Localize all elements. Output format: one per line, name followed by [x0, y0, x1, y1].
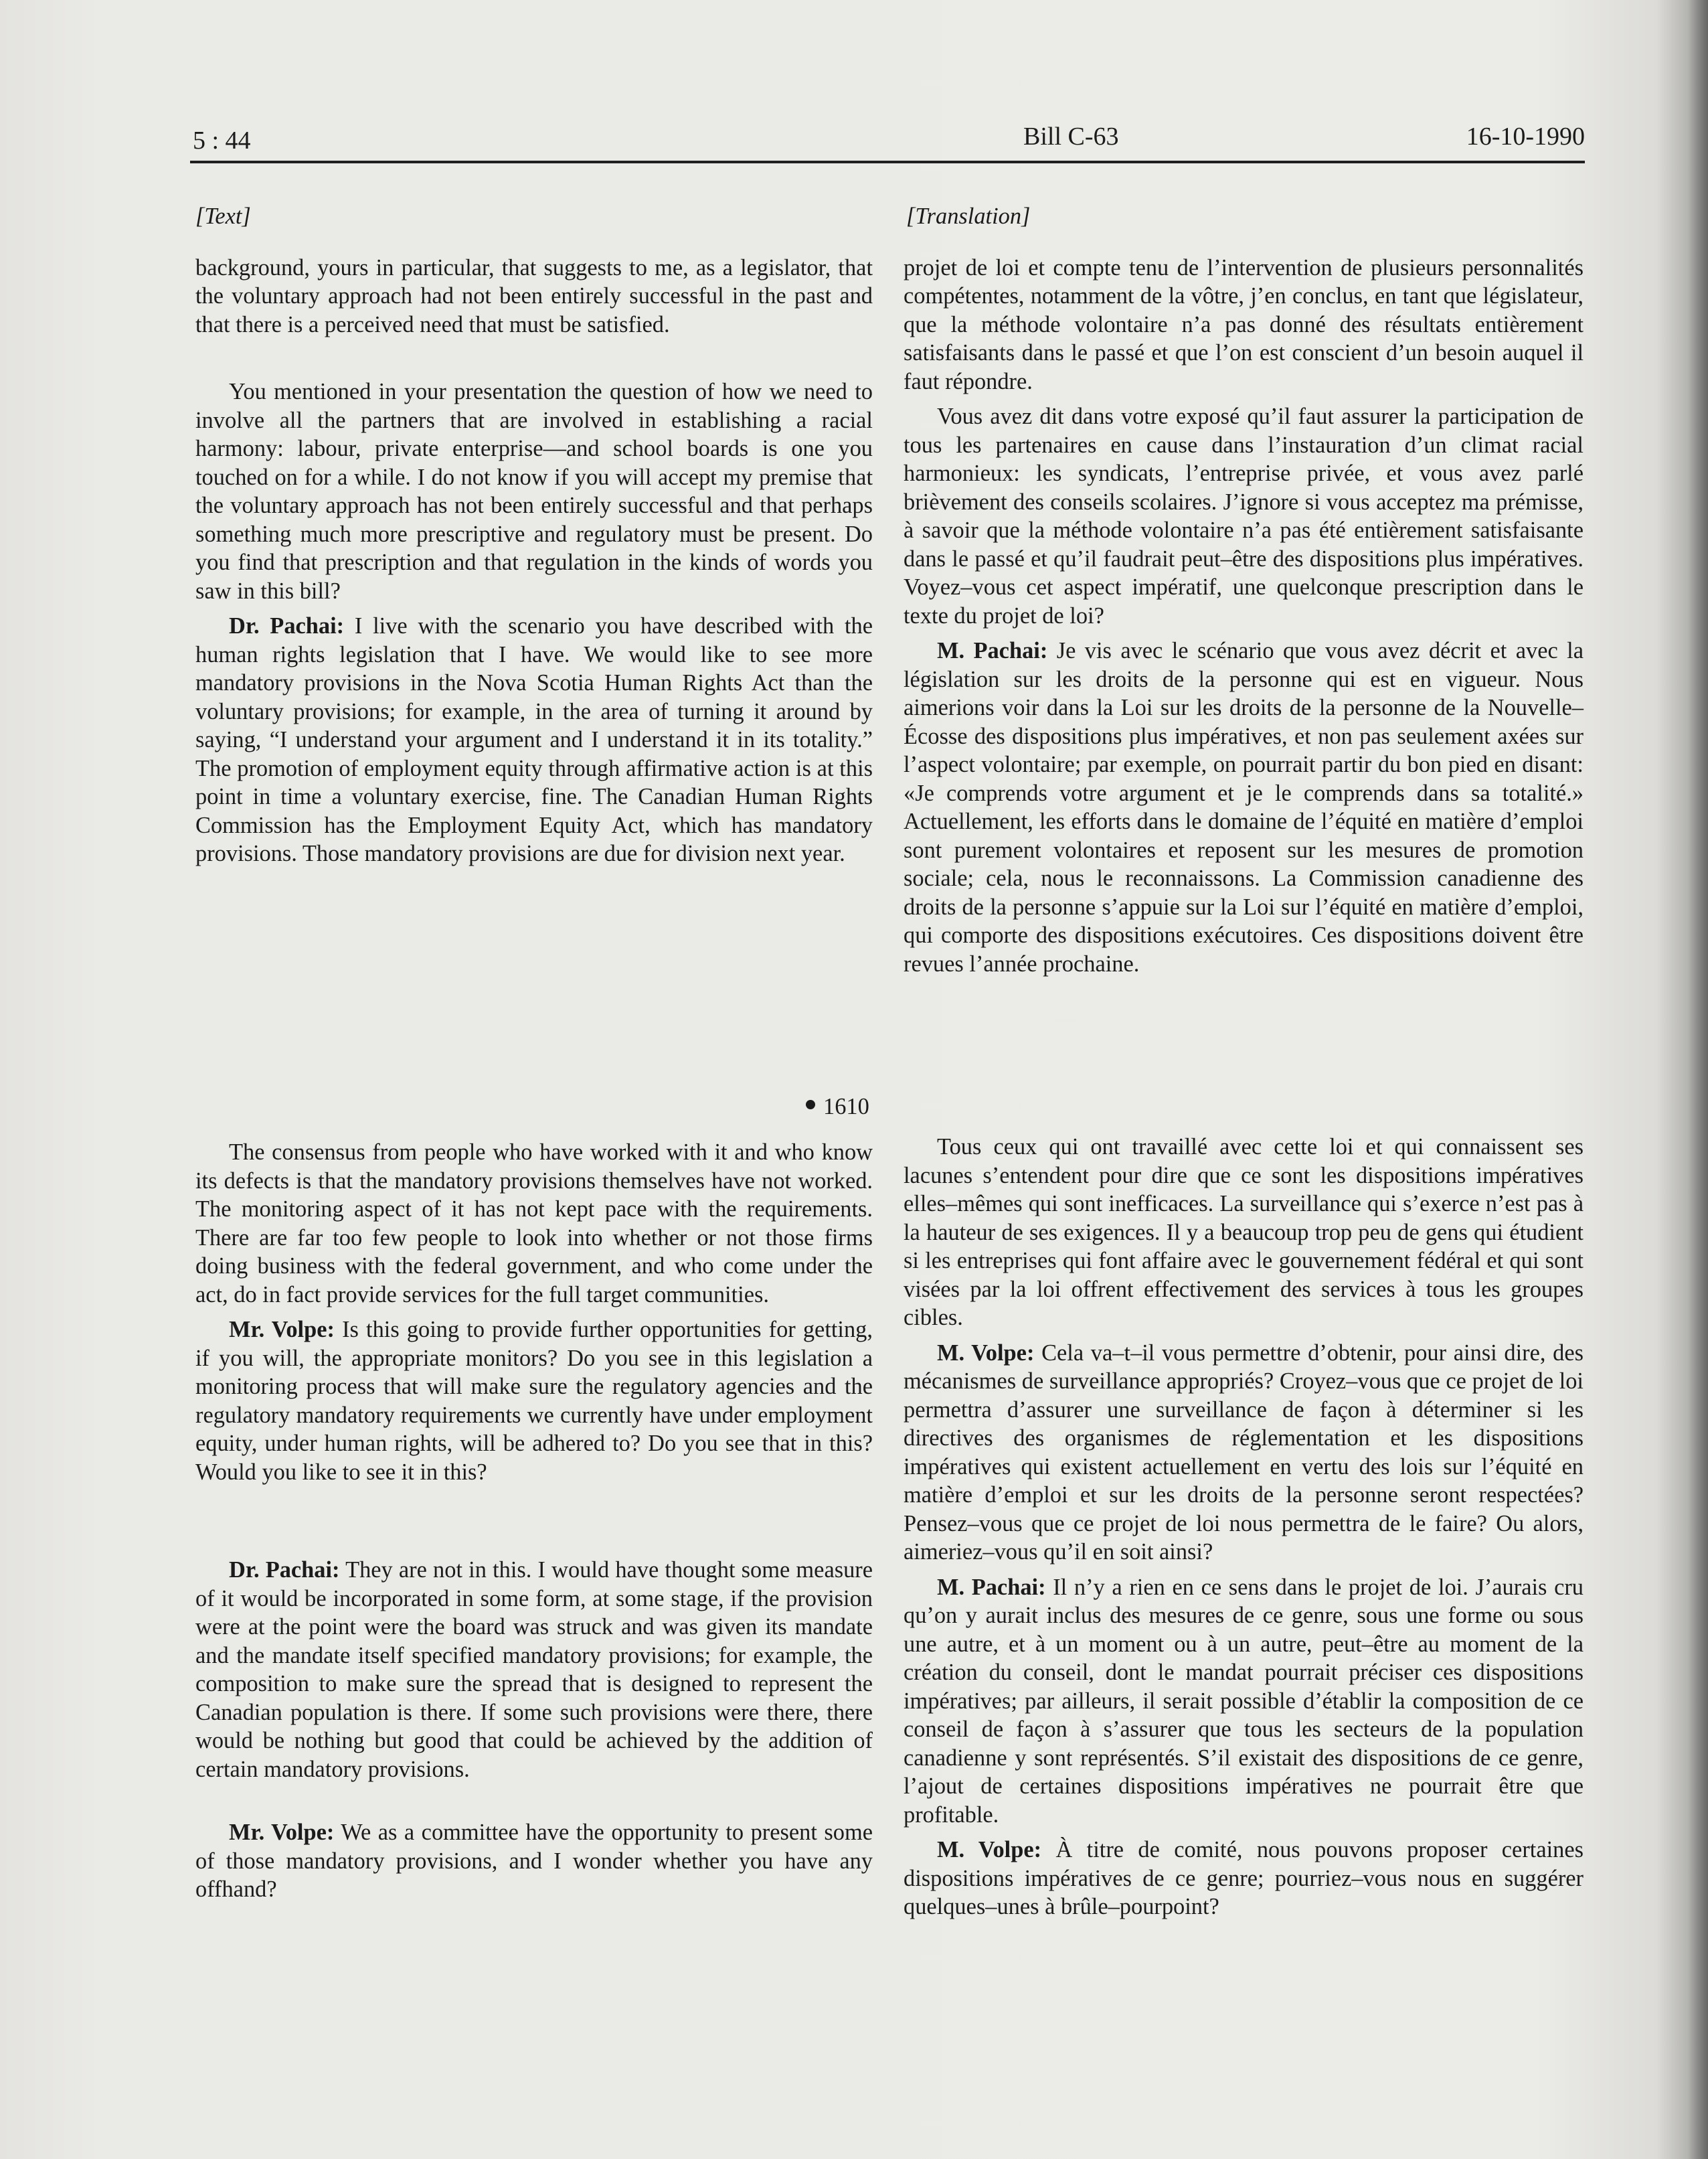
paragraph: You mentioned in your presentation the question of how we need to involve all the partners that are involved in establishing a racial harmony: labour, private enterprise—and school boards is one you touched on for a while. I do not know if you will accept my premise that the voluntary approach has not been entirely successful and that perhaps something much more prescriptive and regulatory must be present. Do you find that prescription and that regulation in the kinds of words you saw in this bill? [195, 379, 873, 604]
bullet-icon [806, 1100, 815, 1109]
paragraph [904, 1339, 1584, 1567]
page-edge-shadow [1688, 0, 1708, 2159]
paragraph: projet de loi et compte tenu de l’intervention de plusieurs personnalités compétentes, notamment de la vôtre, j’en conclus, en tant que législateur, que la méthode volontaire n’a pas donné des résultats entièrement satisfaisants dans le passé et que l’on est conscient d’un besoin auquel il faut répondre. [904, 254, 1584, 394]
paragraph-text: They are not in this. I would have thought some measure of it would be incorporated in some form, at some stage, if the provision were at the point were the board was struck and was given its mandate and the mandate itself specified mandatory provisions; for example, the composition to make sure the spread that is designed to represent the Canadian population is there. If some such provisions were there, there would be nothing but good that could be achieved by the addition of certain mandatory provisions. [195, 1557, 873, 1782]
english-column-upper [195, 202, 873, 868]
speaker-name: M. Pachai: [937, 638, 1048, 663]
speaker-name: Dr. Pachai: [229, 613, 345, 639]
english-column-lower [195, 1138, 873, 1904]
bill-title: Bill C-63 [1023, 123, 1119, 151]
paragraph-text: Je vis avec le scénario que vous avez décrit et avec la législation sur les droits de la personne qui est en vigueur. Nous aimerions voir dans la Loi sur les droits de la personne de la Nouvelle–Écosse des dispositions plus impératives, et non pas seulement axées sur l’aspect volontaire; par exemple, on pourrait partir du bon pied en disant: «Je comprends votre argument et je le comprends dans sa totalité.» Actuellement, les efforts dans le domaine de l’équité en matière d’emploi sont purement volontaires et reposent sur les mesures de promotion sociale; cela, nous le reconnaissons. La Commission canadienne des droits de la personne s’appuie sur la Loi sur l’équité en matière d’emploi, qui comporte des dispositions exécutoires. Ces dispositions doivent être revues l’année prochaine. [904, 638, 1584, 977]
paragraph-text: We as a committee have the opportunity to present some of those mandatory provisions, and I wonder whether you have any offhand? [195, 1820, 873, 1902]
speaker-name: M. Volpe: [937, 1837, 1042, 1862]
page-header [190, 118, 1585, 163]
paragraph [195, 1556, 873, 1783]
paragraph [904, 1836, 1584, 1921]
paragraph [195, 612, 873, 868]
speaker-name: Mr. Volpe: [229, 1820, 335, 1845]
speaker-name: Mr. Volpe: [229, 1317, 335, 1342]
paragraph-text: À titre de comité, nous pouvons proposer certaines dispositions impératives de ce genre; pourriez–vous nous en suggérer quelques–unes à brûle–pourpoint? [904, 1837, 1584, 1919]
text-label: [Text] [195, 204, 251, 229]
paragraph: background, yours in particular, that suggests to me, as a legislator, that the voluntary approach had not been entirely successful in the past and that there is a perceived need that must be satisfied. [195, 254, 873, 337]
paragraph-text: Cela va–t–il vous permettre d’obtenir, pour ainsi dire, des mécanismes de surveillance appropriés? Croyez–vous que ce projet de loi permettra d’assurer une surveillance de façon à déterminer si les directives des organismes de réglementation et les dispositions impératives qui existent actuellement en vertu des lois sur l’équité en matière d’emploi et sur les droits de la personne seront respectées? Pensez–vous que ce projet de loi nous permettra de le faire? Ou alors, aimeriez–vous qu’il en soit ainsi? [904, 1340, 1584, 1565]
paragraph [195, 1818, 873, 1904]
paragraph-text: I live with the scenario you have described with the human rights legislation that I have. We would like to see more mandatory provisions in the Nova Scotia Human Rights Act than the voluntary provisions; for example, in the area of turning it around by saying, “I understand your argument and I understand it in its totality.” The promotion of employment equity through affirmative action is at this point in time a voluntary exercise, fine. The Canadian Human Rights Commission has the Employment Equity Act, which has mandatory provisions. Those mandatory provisions are due for division next year. [195, 613, 873, 866]
paragraph [904, 637, 1584, 978]
paragraph: Vous avez dit dans votre exposé qu’il faut assurer la participation de tous les partenaires en cause dans l’instauration d’un climat racial harmonieux: les syndicats, l’entreprise privée, et vous avez parlé brièvement des conseils scolaires. J’ignore si vous acceptez ma prémisse, à savoir que la méthode volontaire n’a pas été entièrement satisfaisante dans le passé et qu’il faudrait peut–être des dispositions plus impératives. Voyez–vous cet aspect impératif, une quelconque prescription dans le texte du projet de loi? [904, 404, 1584, 629]
paragraph-text: Il n’y a rien en ce sens dans le projet de loi. J’aurais cru qu’on y aurait inclus des mesures de ce genre, sous une forme ou sous une autre, et à un moment ou à un autre, peut–être au moment de la création du conseil, dont le mandat pourrait préciser ces dispositions impératives; par ailleurs, il serait possible d’établir la composition de ce conseil de façon à s’assurer que tous les secteurs de la population canadienne y sont représentés. S’il existait des dispositions de ce genre, l’ajout de certaines dispositions impératives ne pourrait être que profitable. [904, 1574, 1584, 1828]
speaker-name: M. Pachai: [937, 1574, 1046, 1600]
paragraph [904, 1573, 1584, 1830]
paragraph: The consensus from people who have worked with it and who know its defects is that the mandatory provisions themselves have not worked. The monitoring aspect of it has not kept pace with the requirements. There are far too few people to look into whether or not those firms doing business with the federal government, and who come under the act, do in fact provide services for the full target communities. [195, 1139, 873, 1307]
french-column-upper [904, 202, 1584, 978]
header-date: 16-10-1990 [1466, 123, 1585, 151]
paragraph [195, 1315, 873, 1486]
speaker-name: Dr. Pachai: [229, 1557, 340, 1583]
french-column-lower [904, 1133, 1584, 1921]
translation-label: [Translation] [906, 204, 1031, 229]
paragraph: Tous ceux qui ont travaillé avec cette loi et qui connaissent ses lacunes s’entendent pour dire que ce sont les dispositions impératives elles–mêmes qui sont inefficaces. La surveillance qui s’exerce n’est pas à la hauteur de ses exigences. Il y a beaucoup trop peu de gens qui étudient si les entreprises qui font affaire avec le gouvernement fédéral et qui sont visées par la loi offrent effectivement des services à tous les groupes cibles. [904, 1134, 1584, 1330]
speaker-name: M. Volpe: [937, 1340, 1035, 1366]
timestamp [806, 1093, 869, 1121]
page-number: 5 : 44 [193, 127, 251, 155]
timestamp-value: 1610 [823, 1094, 869, 1119]
paragraph-text: Is this going to provide further opportunities for getting, if you will, the appropriate monitors? Do you see in this legislation a monitoring process that will make sure the regulatory agencies and the regulatory mandatory requirements we currently have under employment equity, under human rights, will be adhered to? Do you see that in this? Would you like to see it in this? [195, 1317, 873, 1485]
